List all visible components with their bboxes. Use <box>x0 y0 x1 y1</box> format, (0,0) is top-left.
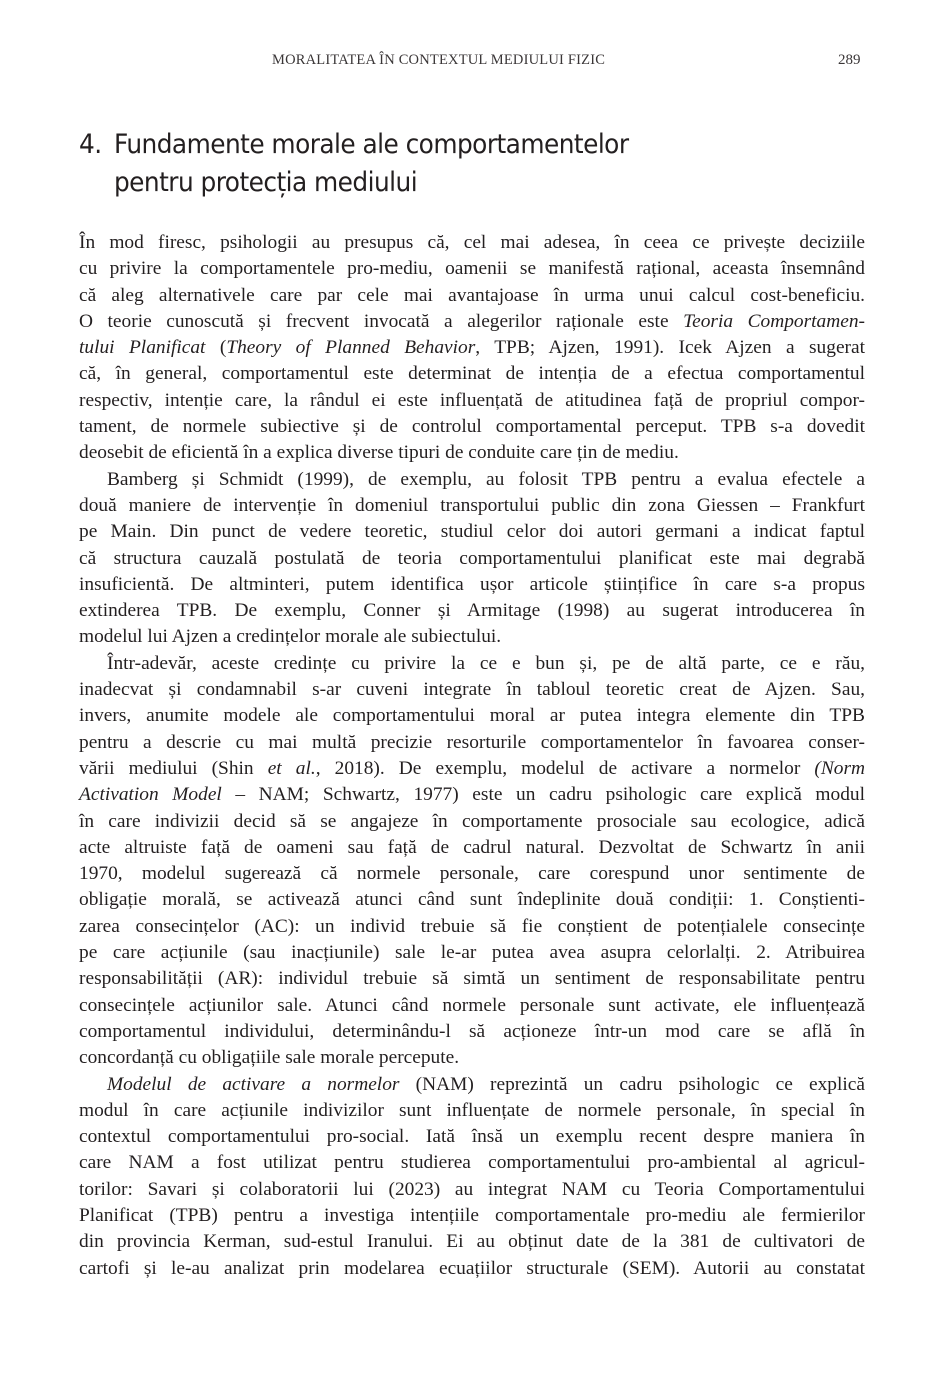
text-line <box>79 1150 865 1176</box>
text-run: pe care acțiunile (sau inacțiunile) sale le-ar putea avea asupra celorlalți. 2. Atribuirea <box>79 942 865 964</box>
text-run: acte altruiste față de oameni sau față de cadrul natural. Dezvoltat de Schwartz în anii <box>79 836 865 858</box>
text-run: torilor: Savari și colaboratorii lui (2023) au integrat NAM cu Teoria Comportamentului <box>79 1178 865 1200</box>
text-line <box>79 756 865 782</box>
italic-text: tului Planificat <box>79 337 206 359</box>
text-line <box>79 835 865 861</box>
text-line <box>79 677 865 703</box>
text-line <box>79 230 865 256</box>
text-run: Într-adevăr, aceste credințe cu privire la ce e bun și, pe de altă parte, ce e rău, <box>107 652 865 674</box>
text-line <box>79 1177 865 1203</box>
text-run: – NAM; Schwartz, 1977) este un cadru psihologic care explică modul <box>221 784 865 806</box>
text-run: zarea consecințelor (AC): un individ trebuie să fie conștient de potențialele consecințe <box>79 915 865 937</box>
text-run: , 2018). De exemplu, modelul de activare a normelor <box>315 757 815 779</box>
text-run: tament, de normele subiective și de controlul comportamental perceput. TPB s-a dovedit <box>79 416 865 438</box>
text-line <box>79 309 865 335</box>
text-run: cu privire la comportamentele pro-mediu, oamenii se manifestă rațional, aceasta însemnând <box>79 258 865 280</box>
text-line <box>79 519 865 545</box>
text-line <box>79 1098 865 1124</box>
section-number: 4. <box>79 129 102 160</box>
text-line <box>79 730 865 756</box>
text-run: contextul comportamentului pro-social. Iată însă un exemplu recent despre maniera în <box>79 1126 865 1148</box>
text-line <box>79 1124 865 1150</box>
text-run: 1970, modelul sugerează că normele personale, care corespund unor sentimente de <box>79 863 865 885</box>
text-run: că aleg alternativele care par cele mai avantajoase în urma unui calcul cost-beneficiu. <box>79 284 865 306</box>
text-run: consecințele acțiunilor sale. Atunci când normele personale sunt activate, ele influențează <box>79 994 865 1016</box>
paragraph <box>79 230 865 467</box>
text-line <box>79 283 865 309</box>
text-run: respectiv, intenție care, la rândul ei este influențată de atitudinea față de propriul compor- <box>79 389 865 411</box>
text-line <box>79 993 865 1019</box>
text-line <box>79 1045 865 1071</box>
text-run: pentru a descrie cu mai multă precizie resorturile comportamentelor în favoarea conser- <box>79 731 865 753</box>
text-run: că, în general, comportamentul este determinat de intenția de a efectua comportamentul <box>79 363 865 385</box>
text-run: O teorie cunoscută și frecvent invocată a alegerilor raționale este <box>79 310 684 332</box>
text-line <box>79 1019 865 1045</box>
text-line <box>79 782 865 808</box>
text-line <box>79 546 865 572</box>
text-run: ( <box>205 337 227 359</box>
text-line <box>79 440 865 466</box>
text-line <box>79 467 865 493</box>
text-line <box>79 1256 865 1282</box>
text-run: cartofi și le-au analizat prin modelarea ecuațiilor structurale (SEM). Autorii au constatat <box>79 1257 865 1279</box>
italic-text: Modelul de activare a normelor <box>107 1073 400 1095</box>
text-line <box>79 256 865 282</box>
text-run: în care indivizii decid să se angajeze în comportamente prosociale sau ecologice, adică <box>79 810 865 832</box>
text-run: vării mediului (Shin <box>79 757 268 779</box>
text-run: pe Main. Din punct de vedere teoretic, studiul celor doi autori germani a indicat faptul <box>79 521 865 543</box>
text-line <box>79 388 865 414</box>
text-run: că structura cauzală postulată de teoria comportamentului planificat este mai degrabă <box>79 547 865 569</box>
text-run: Bamberg și Schmidt (1999), de exemplu, au folosit TPB pentru a evalua efectele a <box>107 468 865 490</box>
text-run: deosebit de eficientă în a explica diverse tipuri de conduite care țin de mediu. <box>79 442 679 464</box>
italic-text: Activation Model <box>79 784 222 806</box>
text-line <box>79 887 865 913</box>
body-text <box>79 230 865 1282</box>
text-line <box>79 598 865 624</box>
text-line <box>79 361 865 387</box>
text-run: insuficientă. De altminteri, putem identifica ușor articole științifice în care s-a propus <box>79 573 865 595</box>
text-run: obligație morală, se activează atunci când sunt îndeplinite două condiții: 1. Conștienti- <box>79 889 865 911</box>
running-header-title: MORALITATEA ÎN CONTEXTUL MEDIULUI FIZIC <box>272 52 606 68</box>
text-line <box>79 940 865 966</box>
text-run: , TPB; Ajzen, 1991). Icek Ajzen a sugerat <box>475 337 865 359</box>
text-line <box>79 861 865 887</box>
text-line <box>79 1072 865 1098</box>
text-line <box>79 809 865 835</box>
paragraph <box>79 1072 865 1282</box>
text-run: concordanță cu obligațiile sale morale percepute. <box>79 1047 460 1069</box>
text-run: inadecvat și condamnabil s-ar cuveni integrate în tabloul teoretic creat de Ajzen. Sau, <box>79 679 865 701</box>
text-run: responsabilității (AR): individul trebuie să simtă un sentiment de responsabilitate pentru <box>79 968 865 990</box>
section-heading <box>79 126 778 202</box>
text-line <box>79 624 865 650</box>
italic-text: Teoria Comportamen- <box>683 310 865 332</box>
text-line <box>79 1203 865 1229</box>
text-line <box>79 651 865 677</box>
text-run: modul în care acțiunile indivizilor sunt influențate de normele personale, în special în <box>79 1099 865 1121</box>
text-line <box>79 493 865 519</box>
text-line <box>79 572 865 598</box>
text-run: extinderea TPB. De exemplu, Conner și Armitage (1998) au sugerat introducerea în <box>79 600 865 622</box>
italic-text: et al. <box>267 757 316 779</box>
page-number: 289 <box>838 52 861 68</box>
text-run: două maniere de intervenție în domeniul transportului public din zona Giessen – Frankfurt <box>79 494 865 516</box>
text-run: modelul lui Ajzen a credințelor morale ale subiectului. <box>79 626 502 648</box>
text-run: comportamentul individului, determinându-l să acționeze într-un mod care se află în <box>79 1020 865 1042</box>
text-line <box>79 1229 865 1255</box>
text-line <box>79 703 865 729</box>
text-line <box>79 966 865 992</box>
paragraph <box>79 467 865 651</box>
section-title-line-1: Fundamente morale ale comportamentelor <box>113 129 629 160</box>
section-title-line-2: pentru protecția mediului <box>113 167 418 198</box>
text-line <box>79 414 865 440</box>
text-run: din provincia Kerman, sud-estul Iranului. Ei au obținut date de la 381 de cultivatori de <box>79 1231 865 1253</box>
text-run: care NAM a fost utilizat pentru studierea comportamentului pro-ambiental al agricul- <box>79 1152 865 1174</box>
running-header <box>0 52 933 76</box>
paragraph <box>79 651 865 1072</box>
text-line <box>79 914 865 940</box>
text-run: (NAM) reprezintă un cadru psihologic ce explică <box>399 1073 865 1095</box>
italic-text: Theory of Planned Behavior <box>226 337 476 359</box>
text-run: invers, anumite modele ale comportamentului moral ar putea integra elemente din TPB <box>79 705 865 727</box>
text-run: În mod firesc, psihologii au presupus că, cel mai adesea, în ceea ce privește deciziile <box>79 232 865 253</box>
text-run: Planificat (TPB) pentru a investiga intențiile comportamentale pro-mediu ale fermierilor <box>79 1204 865 1226</box>
italic-text: (Norm <box>814 757 865 779</box>
text-line <box>79 335 865 361</box>
